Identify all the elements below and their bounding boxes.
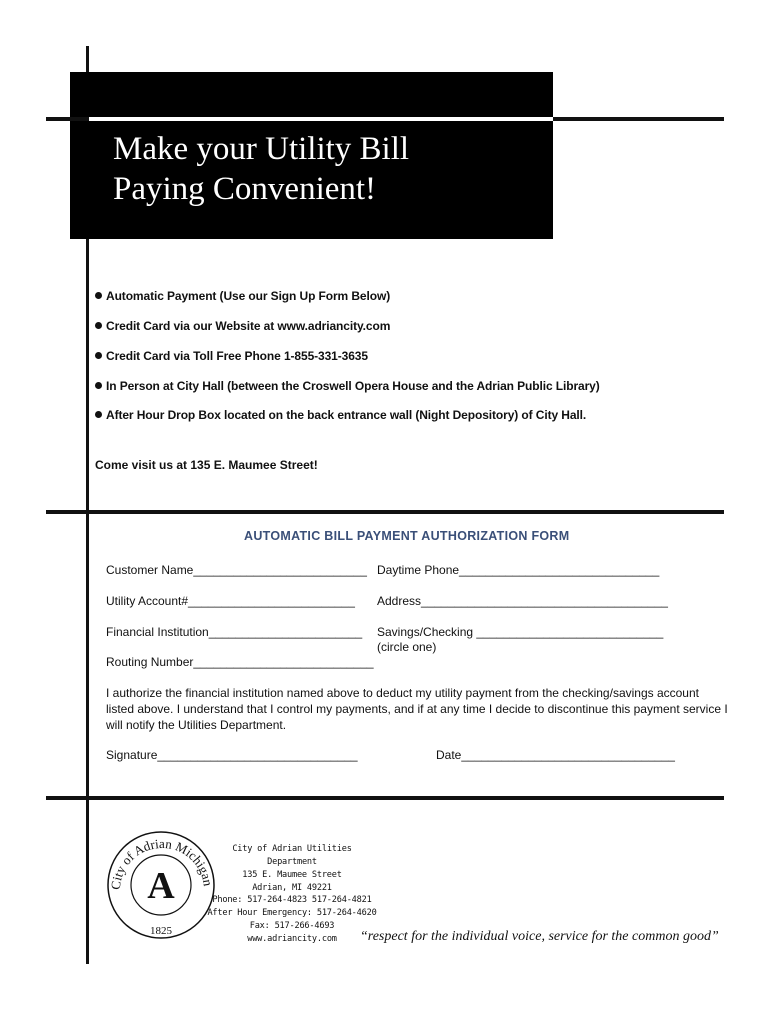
address-field[interactable]: Address_____________________________________ <box>377 594 668 608</box>
footer-address <box>210 843 374 895</box>
customer-name-field[interactable]: Customer Name__________________________ <box>106 563 367 577</box>
signature-field[interactable]: Signature______________________________ <box>106 748 358 762</box>
bullet-icon <box>95 292 102 299</box>
payment-option-credit-phone: Credit Card via Toll Free Phone 1-855-331-3635 <box>95 349 368 363</box>
visit-text: Come visit us at 135 E. Maumee Street! <box>95 458 318 472</box>
footer-website[interactable]: www.adriancity.com <box>247 934 337 944</box>
payment-option-in-person: In Person at City Hall (between the Croswell Opera House and the Adrian Public Library) <box>95 379 600 393</box>
circle-one-note: (circle one) <box>377 640 437 654</box>
footer-phone: Phone: 517-264-4823 517-264-4821 <box>212 895 372 905</box>
bullet-icon <box>95 382 102 389</box>
daytime-phone-field[interactable]: Daytime Phone______________________________ <box>377 563 660 577</box>
savings-checking-field[interactable]: Savings/Checking ____________________________ <box>377 625 664 639</box>
routing-number-field[interactable]: Routing Number___________________________ <box>106 655 374 669</box>
footer-city: Adrian, MI 49221 <box>252 883 332 893</box>
seal-letter: A <box>147 865 175 907</box>
footer-street: 135 E. Maumee Street <box>242 870 342 880</box>
banner-white-rule <box>89 117 553 121</box>
seal-arc-text: City of Adrian Michigan <box>107 835 216 891</box>
bullet-icon <box>95 411 102 418</box>
payment-option-drop-box: After Hour Drop Box located on the back entrance wall (Night Depository) of City Hall. <box>95 408 586 422</box>
footer-dept: City of Adrian Utilities Department <box>232 844 352 867</box>
page-title <box>113 129 409 209</box>
footer-contact <box>205 894 379 946</box>
footer-emergency: After Hour Emergency: 517-264-4620 <box>207 908 377 918</box>
authorization-text: I authorize the financial institution named above to deduct my utility payment from the checking/savings account listed above. I understand that I control my payments, and if at any time I decide to discontinue this payment service I will notify the Utilities Department. <box>106 686 728 732</box>
bullet-icon <box>95 352 102 359</box>
form-title: AUTOMATIC BILL PAYMENT AUTHORIZATION FORM <box>244 529 570 543</box>
footer-quote: “respect for the individual voice, service for the common good” <box>360 929 719 944</box>
financial-institution-field[interactable]: Financial Institution_______________________ <box>106 625 363 639</box>
title-line-2: Paying Convenient! <box>113 171 377 207</box>
utility-account-field[interactable]: Utility Account#_________________________ <box>106 594 355 608</box>
bullet-icon <box>95 322 102 329</box>
date-field[interactable]: Date________________________________ <box>436 748 675 762</box>
form-top-rule <box>46 510 724 514</box>
payment-option-automatic: Automatic Payment (Use our Sign Up Form Below) <box>95 289 390 303</box>
city-seal-logo <box>106 830 216 940</box>
footer-fax: Fax: 517-266-4693 <box>249 921 335 931</box>
seal-year: 1825 <box>150 925 172 937</box>
payment-option-credit-web: Credit Card via our Website at www.adriancity.com <box>95 319 390 333</box>
title-line-1: Make your Utility Bill <box>113 131 410 167</box>
footer-top-rule <box>46 796 724 800</box>
